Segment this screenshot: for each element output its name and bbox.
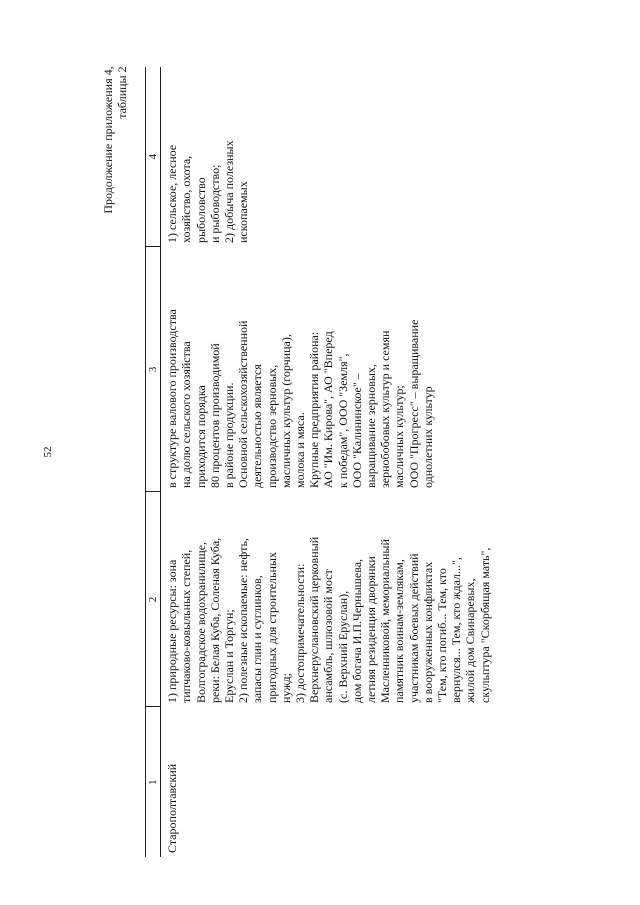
cell-resources <box>161 492 492 707</box>
cell-text-line: жилой дом Свинаревых, <box>463 578 478 703</box>
cell-text-line: приходится порядка <box>193 385 208 488</box>
cell-text-line: 3) достопримечательности: <box>293 563 308 703</box>
cell-text-line: к победам", ООО "Земля", <box>335 353 350 488</box>
cell-text-line: 1) сельское, лесное <box>165 144 180 243</box>
cell-text-line: ООО "Прогресс" – выращивание <box>406 319 421 488</box>
cell-text-line: Волгоградское водохранилище, <box>193 541 208 703</box>
cell-text-line: Верхнеруслановский церковный <box>307 536 322 703</box>
cell-text-line: на долю сельского хозяйства <box>179 341 194 488</box>
page-number: 52 <box>42 446 54 458</box>
cell-text-line: реки: Белая Куба, Соленая Куба, <box>207 537 222 703</box>
cell-text-line: пригодных для строительных <box>264 552 279 703</box>
continuation-line-2: таблицы 2 <box>115 66 129 119</box>
cell-text-line: типчаково-ковыльных степей, <box>179 549 194 703</box>
cell-text-line: Старополтавский <box>165 763 180 853</box>
cell-activities <box>161 67 492 247</box>
table-header-row <box>146 67 161 857</box>
cell-text-line: ископаемых <box>236 181 251 243</box>
cell-text-line: 2) добыча полезных <box>222 140 237 243</box>
cell-text-line: в структуре валового производства <box>165 309 180 488</box>
cell-text-line: вернулся... Тем, кто ждал...", <box>449 557 464 703</box>
cell-text-line: 80 процентов производимой <box>207 343 222 488</box>
cell-text-line: участникам боевых действий <box>406 553 421 703</box>
cell-text-line: в районе продукции. <box>222 382 237 488</box>
continuation-header <box>101 66 129 213</box>
cell-text-line: и рыбоводство; <box>207 164 222 243</box>
cell-text-line: зернобобовых культур и семян <box>378 330 393 488</box>
cell-text-line: (с. Верхний Еруслан), <box>335 590 350 703</box>
column-header-3: 3 <box>146 247 161 492</box>
cell-text-line: молока и мяса. <box>293 412 308 488</box>
table-row <box>161 67 492 857</box>
cell-text-line: масличных культур; <box>392 385 407 488</box>
rotated-table-container <box>145 67 585 857</box>
cell-text-line: однолетних культур <box>420 386 435 488</box>
column-header-4: 4 <box>146 67 161 247</box>
continuation-line-1: Продолжение приложения 4, <box>101 66 115 214</box>
cell-text-line: Еруслан и Торгун; <box>222 609 237 703</box>
column-header-1: 1 <box>146 707 161 857</box>
cell-text-line: выращивание зерновых, <box>364 364 379 488</box>
cell-district-name <box>161 707 492 857</box>
cell-text-line: хозяйство, охота, <box>179 155 194 243</box>
cell-text-line: памятник воинам-землякам, <box>392 559 407 703</box>
cell-text-line: в вооруженных конфликтах <box>420 561 435 703</box>
cell-text-line: дом богача И.П.Чернышева, <box>349 558 364 703</box>
cell-text-line: летняя резиденция дворянки <box>364 556 379 703</box>
appendix-table <box>145 67 492 857</box>
cell-text-line: Крупные предприятия района: <box>307 331 322 488</box>
cell-text-line: производство зерновых, <box>264 364 279 488</box>
cell-text-line: деятельностью является <box>250 364 265 488</box>
cell-text-line: 1) природные ресурсы: зона <box>165 559 180 703</box>
cell-text-line: ООО "Калининское" – <box>349 373 364 488</box>
cell-text-line: АО "Им. Кирова", АО "Вперед <box>321 331 336 488</box>
cell-text-line: масличных культур (горчица), <box>278 334 293 488</box>
cell-text-line: Масленниковой, мемориальный <box>378 539 393 703</box>
column-header-2: 2 <box>146 492 161 707</box>
cell-economy <box>161 247 492 492</box>
cell-text-line: запасы глин и суглинков, <box>250 575 265 703</box>
cell-text-line: Основной сельскохозяйственной <box>236 320 251 488</box>
cell-text-line: "Тем, кто погиб... Тем, кто <box>435 568 450 703</box>
cell-text-line: нужд; <box>278 673 293 703</box>
cell-text-line: скульптура "Скорбящая мать", <box>477 547 492 703</box>
cell-text-line: 2) полезные ископаемые: нефть, <box>236 537 251 703</box>
cell-text-line: ансамбль, шлюзовой мост <box>321 569 336 703</box>
cell-text-line: рыболовство <box>193 177 208 243</box>
